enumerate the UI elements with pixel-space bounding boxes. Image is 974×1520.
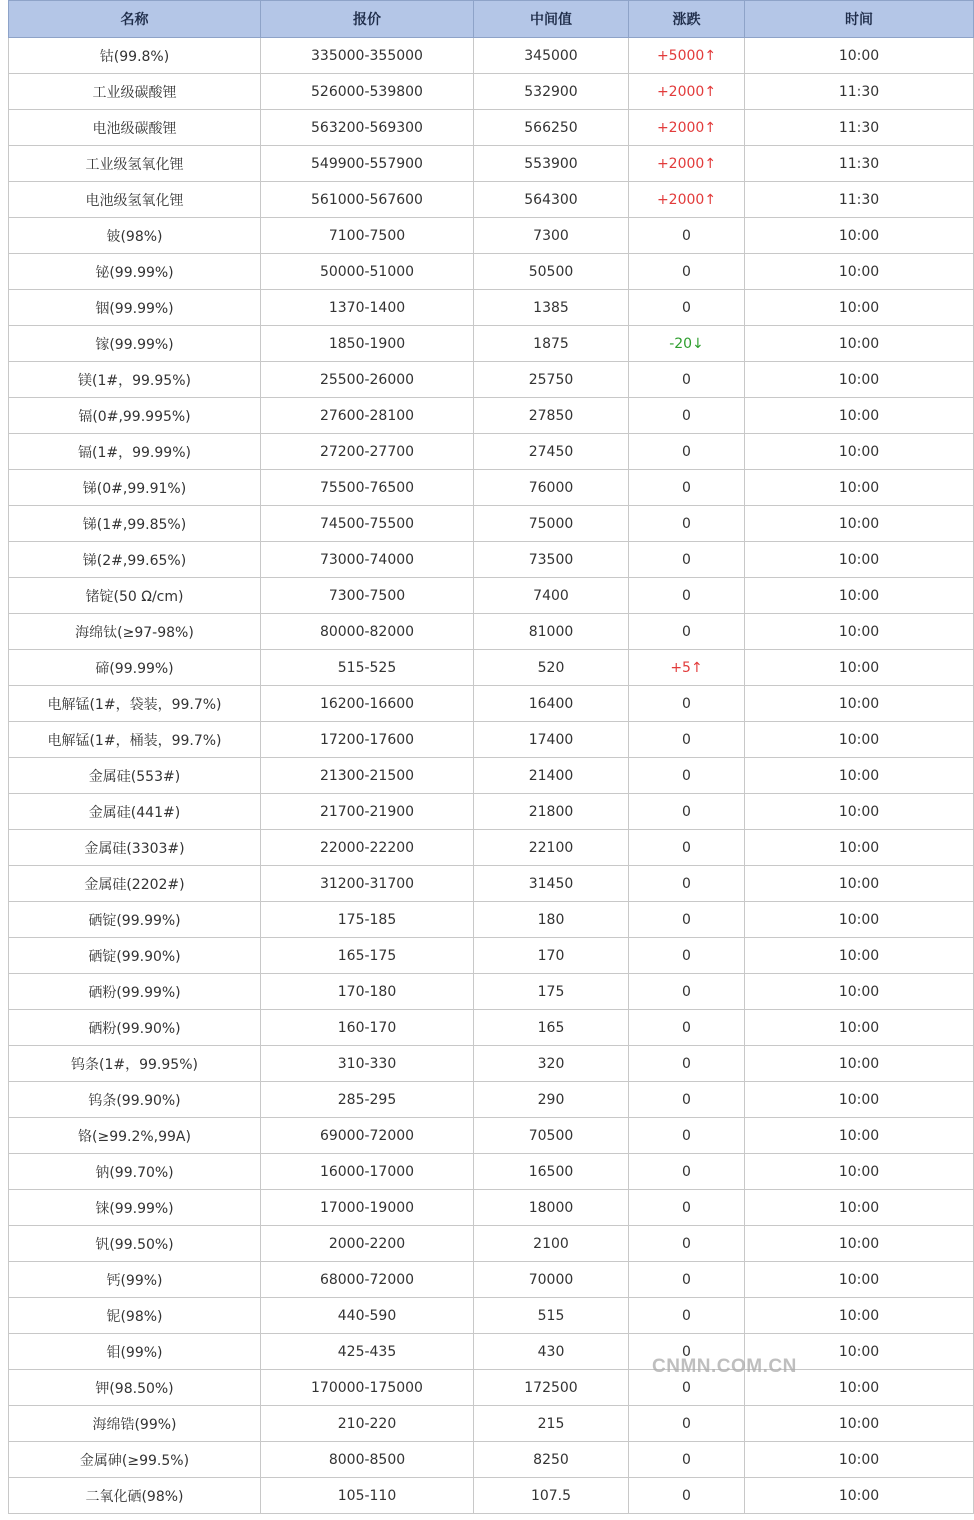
cell-price: 549900-557900 [261, 146, 474, 182]
header-row [9, 1, 974, 38]
cell-name: 铼(99.99%) [9, 1190, 261, 1226]
cell-change: 0 [629, 290, 745, 326]
cell-name: 铌(98%) [9, 1298, 261, 1334]
cell-mid: 70000 [474, 1262, 629, 1298]
cell-time: 10:00 [745, 686, 974, 722]
table-row [9, 542, 974, 578]
cell-change: 0 [629, 1262, 745, 1298]
cell-change: 0 [629, 542, 745, 578]
cell-mid: 172500 [474, 1370, 629, 1406]
cell-time: 10:00 [745, 650, 974, 686]
cell-name: 工业级氢氧化锂 [9, 146, 261, 182]
table-row [9, 794, 974, 830]
table-row [9, 830, 974, 866]
cell-name: 钠(99.70%) [9, 1154, 261, 1190]
cell-price: 31200-31700 [261, 866, 474, 902]
header-time: 时间 [745, 1, 974, 38]
cell-mid: 2100 [474, 1226, 629, 1262]
cell-time: 10:00 [745, 1334, 974, 1370]
cell-price: 1850-1900 [261, 326, 474, 362]
table-row [9, 614, 974, 650]
cell-change: 0 [629, 1118, 745, 1154]
cell-time: 10:00 [745, 254, 974, 290]
cell-time: 10:00 [745, 614, 974, 650]
cell-price: 285-295 [261, 1082, 474, 1118]
cell-time: 10:00 [745, 830, 974, 866]
cell-name: 镁(1#，99.95%) [9, 362, 261, 398]
cell-mid: 566250 [474, 110, 629, 146]
table-row [9, 470, 974, 506]
table-row [9, 326, 974, 362]
cell-mid: 165 [474, 1010, 629, 1046]
cell-mid: 7400 [474, 578, 629, 614]
cell-price: 440-590 [261, 1298, 474, 1334]
cell-mid: 16500 [474, 1154, 629, 1190]
cell-price: 17000-19000 [261, 1190, 474, 1226]
cell-change: 0 [629, 758, 745, 794]
cell-mid: 1385 [474, 290, 629, 326]
cell-change: +2000↑ [629, 74, 745, 110]
cell-time: 10:00 [745, 470, 974, 506]
table-row [9, 1082, 974, 1118]
cell-time: 10:00 [745, 1082, 974, 1118]
cell-change: 0 [629, 218, 745, 254]
cell-name: 钴(99.8%) [9, 38, 261, 74]
table-body [9, 38, 974, 1514]
cell-price: 21700-21900 [261, 794, 474, 830]
cell-time: 10:00 [745, 758, 974, 794]
cell-mid: 76000 [474, 470, 629, 506]
cell-change: 0 [629, 902, 745, 938]
table-row [9, 1046, 974, 1082]
table-row [9, 1298, 974, 1334]
table-row [9, 1010, 974, 1046]
cell-name: 工业级碳酸锂 [9, 74, 261, 110]
cell-price: 335000-355000 [261, 38, 474, 74]
cell-price: 50000-51000 [261, 254, 474, 290]
cell-time: 10:00 [745, 578, 974, 614]
cell-time: 10:00 [745, 1226, 974, 1262]
cell-change: 0 [629, 1046, 745, 1082]
cell-name: 镉(1#，99.99%) [9, 434, 261, 470]
cell-time: 11:30 [745, 182, 974, 218]
table-row [9, 182, 974, 218]
cell-change: 0 [629, 1082, 745, 1118]
cell-time: 10:00 [745, 794, 974, 830]
cell-name: 镉(0#,99.995%) [9, 398, 261, 434]
cell-price: 1370-1400 [261, 290, 474, 326]
cell-price: 160-170 [261, 1010, 474, 1046]
cell-name: 镓(99.99%) [9, 326, 261, 362]
cell-change: 0 [629, 974, 745, 1010]
cell-name: 铋(99.99%) [9, 254, 261, 290]
cell-change: 0 [629, 1442, 745, 1478]
cell-time: 10:00 [745, 434, 974, 470]
cell-change: 0 [629, 506, 745, 542]
cell-name: 碲(99.99%) [9, 650, 261, 686]
cell-change: 0 [629, 794, 745, 830]
cell-time: 10:00 [745, 326, 974, 362]
cell-name: 电解锰(1#，桶装，99.7%) [9, 722, 261, 758]
cell-change: 0 [629, 1154, 745, 1190]
cell-mid: 290 [474, 1082, 629, 1118]
cell-change: 0 [629, 1298, 745, 1334]
cell-price: 563200-569300 [261, 110, 474, 146]
cell-name: 钨条(1#，99.95%) [9, 1046, 261, 1082]
cell-change: 0 [629, 1190, 745, 1226]
cell-price: 310-330 [261, 1046, 474, 1082]
cell-mid: 21400 [474, 758, 629, 794]
cell-time: 11:30 [745, 146, 974, 182]
table-row [9, 434, 974, 470]
cell-time: 11:30 [745, 74, 974, 110]
table-row [9, 1442, 974, 1478]
cell-change: 0 [629, 362, 745, 398]
cell-mid: 70500 [474, 1118, 629, 1154]
table-row [9, 902, 974, 938]
cell-name: 硒粉(99.90%) [9, 1010, 261, 1046]
cell-name: 电池级氢氧化锂 [9, 182, 261, 218]
cell-price: 27600-28100 [261, 398, 474, 434]
cell-name: 铍(98%) [9, 218, 261, 254]
cell-price: 74500-75500 [261, 506, 474, 542]
table-header [9, 1, 974, 38]
cell-mid: 515 [474, 1298, 629, 1334]
cell-price: 68000-72000 [261, 1262, 474, 1298]
cell-mid: 345000 [474, 38, 629, 74]
cell-time: 10:00 [745, 974, 974, 1010]
cell-price: 25500-26000 [261, 362, 474, 398]
cell-time: 10:00 [745, 1298, 974, 1334]
cell-name: 钙(99%) [9, 1262, 261, 1298]
cell-price: 8000-8500 [261, 1442, 474, 1478]
cell-name: 金属砷(≥99.5%) [9, 1442, 261, 1478]
cell-mid: 320 [474, 1046, 629, 1082]
cell-change: 0 [629, 1370, 745, 1406]
cell-price: 27200-27700 [261, 434, 474, 470]
table-row [9, 758, 974, 794]
cell-price: 75500-76500 [261, 470, 474, 506]
cell-mid: 18000 [474, 1190, 629, 1226]
cell-name: 钼(99%) [9, 1334, 261, 1370]
cell-price: 17200-17600 [261, 722, 474, 758]
cell-name: 锗锭(50 Ω/cm) [9, 578, 261, 614]
cell-change: 0 [629, 1010, 745, 1046]
cell-mid: 16400 [474, 686, 629, 722]
header-change: 涨跌 [629, 1, 745, 38]
cell-change: 0 [629, 1406, 745, 1442]
cell-mid: 520 [474, 650, 629, 686]
cell-price: 7300-7500 [261, 578, 474, 614]
cell-name: 电解锰(1#，袋装，99.7%) [9, 686, 261, 722]
table-row [9, 38, 974, 74]
cell-price: 526000-539800 [261, 74, 474, 110]
price-table [8, 0, 974, 1514]
header-mid: 中间值 [474, 1, 629, 38]
table-row [9, 866, 974, 902]
cell-price: 165-175 [261, 938, 474, 974]
cell-mid: 553900 [474, 146, 629, 182]
cell-time: 10:00 [745, 1406, 974, 1442]
table-row [9, 1154, 974, 1190]
cell-mid: 8250 [474, 1442, 629, 1478]
table-row [9, 110, 974, 146]
cell-name: 硒锭(99.90%) [9, 938, 261, 974]
cell-name: 钾(98.50%) [9, 1370, 261, 1406]
cell-time: 10:00 [745, 290, 974, 326]
cell-change: 0 [629, 614, 745, 650]
cell-price: 425-435 [261, 1334, 474, 1370]
cell-price: 210-220 [261, 1406, 474, 1442]
cell-name: 锑(0#,99.91%) [9, 470, 261, 506]
table-row [9, 290, 974, 326]
cell-change: +5000↑ [629, 38, 745, 74]
cell-mid: 107.5 [474, 1478, 629, 1514]
table-row [9, 362, 974, 398]
cell-name: 铟(99.99%) [9, 290, 261, 326]
cell-change: 0 [629, 830, 745, 866]
table-row [9, 1406, 974, 1442]
header-price: 报价 [261, 1, 474, 38]
table-row [9, 398, 974, 434]
cell-name: 金属硅(3303#) [9, 830, 261, 866]
cell-mid: 25750 [474, 362, 629, 398]
cell-price: 16200-16600 [261, 686, 474, 722]
cell-time: 10:00 [745, 722, 974, 758]
cell-change: 0 [629, 470, 745, 506]
table-row [9, 218, 974, 254]
cell-time: 10:00 [745, 1478, 974, 1514]
cell-time: 10:00 [745, 1010, 974, 1046]
cell-name: 锑(1#,99.85%) [9, 506, 261, 542]
cell-change: 0 [629, 938, 745, 974]
cell-mid: 27850 [474, 398, 629, 434]
watermark: CNMN.COM.CN [652, 1356, 797, 1377]
cell-change: -20↓ [629, 326, 745, 362]
cell-mid: 170 [474, 938, 629, 974]
cell-change: 0 [629, 254, 745, 290]
cell-name: 硒锭(99.99%) [9, 902, 261, 938]
cell-price: 515-525 [261, 650, 474, 686]
cell-price: 21300-21500 [261, 758, 474, 794]
table-row [9, 722, 974, 758]
cell-change: 0 [629, 1226, 745, 1262]
cell-name: 金属硅(2202#) [9, 866, 261, 902]
cell-name: 二氧化硒(98%) [9, 1478, 261, 1514]
cell-name: 钨条(99.90%) [9, 1082, 261, 1118]
cell-price: 105-110 [261, 1478, 474, 1514]
cell-name: 海绵钛(≥97-98%) [9, 614, 261, 650]
table-row [9, 1370, 974, 1406]
cell-time: 10:00 [745, 506, 974, 542]
cell-time: 10:00 [745, 902, 974, 938]
cell-name: 海绵锆(99%) [9, 1406, 261, 1442]
cell-time: 10:00 [745, 866, 974, 902]
cell-name: 锑(2#,99.65%) [9, 542, 261, 578]
cell-mid: 17400 [474, 722, 629, 758]
cell-change: 0 [629, 434, 745, 470]
table-row [9, 146, 974, 182]
table-row [9, 650, 974, 686]
cell-change: +2000↑ [629, 182, 745, 218]
cell-mid: 27450 [474, 434, 629, 470]
cell-time: 10:00 [745, 1190, 974, 1226]
cell-price: 170000-175000 [261, 1370, 474, 1406]
cell-price: 80000-82000 [261, 614, 474, 650]
cell-change: +5↑ [629, 650, 745, 686]
cell-name: 钒(99.50%) [9, 1226, 261, 1262]
cell-time: 10:00 [745, 1370, 974, 1406]
cell-change: +2000↑ [629, 110, 745, 146]
cell-change: 0 [629, 398, 745, 434]
cell-time: 10:00 [745, 1262, 974, 1298]
table-row [9, 1118, 974, 1154]
cell-change: 0 [629, 578, 745, 614]
cell-name: 铬(≥99.2%,99A) [9, 1118, 261, 1154]
cell-time: 10:00 [745, 398, 974, 434]
cell-price: 7100-7500 [261, 218, 474, 254]
cell-change: 0 [629, 722, 745, 758]
cell-change: 0 [629, 1334, 745, 1370]
cell-mid: 180 [474, 902, 629, 938]
cell-price: 170-180 [261, 974, 474, 1010]
cell-mid: 75000 [474, 506, 629, 542]
cell-time: 10:00 [745, 1154, 974, 1190]
cell-mid: 81000 [474, 614, 629, 650]
table-row [9, 1478, 974, 1514]
table-row [9, 686, 974, 722]
cell-mid: 21800 [474, 794, 629, 830]
cell-change: 0 [629, 1478, 745, 1514]
table-row [9, 506, 974, 542]
cell-price: 69000-72000 [261, 1118, 474, 1154]
cell-name: 硒粉(99.99%) [9, 974, 261, 1010]
cell-time: 11:30 [745, 110, 974, 146]
table-row [9, 578, 974, 614]
cell-price: 175-185 [261, 902, 474, 938]
table-row [9, 1262, 974, 1298]
cell-price: 73000-74000 [261, 542, 474, 578]
table-row [9, 254, 974, 290]
cell-time: 10:00 [745, 362, 974, 398]
cell-price: 561000-567600 [261, 182, 474, 218]
cell-mid: 430 [474, 1334, 629, 1370]
cell-price: 16000-17000 [261, 1154, 474, 1190]
cell-mid: 1875 [474, 326, 629, 362]
table-row [9, 1226, 974, 1262]
cell-mid: 564300 [474, 182, 629, 218]
cell-change: 0 [629, 686, 745, 722]
cell-time: 10:00 [745, 1118, 974, 1154]
cell-time: 10:00 [745, 542, 974, 578]
cell-mid: 22100 [474, 830, 629, 866]
cell-change: +2000↑ [629, 146, 745, 182]
cell-name: 金属硅(553#) [9, 758, 261, 794]
header-name: 名称 [9, 1, 261, 38]
cell-time: 10:00 [745, 38, 974, 74]
cell-time: 10:00 [745, 218, 974, 254]
cell-mid: 215 [474, 1406, 629, 1442]
cell-change: 0 [629, 866, 745, 902]
cell-name: 电池级碳酸锂 [9, 110, 261, 146]
table-row [9, 974, 974, 1010]
table-row [9, 1190, 974, 1226]
cell-mid: 73500 [474, 542, 629, 578]
cell-mid: 175 [474, 974, 629, 1010]
cell-mid: 31450 [474, 866, 629, 902]
cell-time: 10:00 [745, 938, 974, 974]
cell-mid: 50500 [474, 254, 629, 290]
cell-time: 10:00 [745, 1046, 974, 1082]
cell-time: 10:00 [745, 1442, 974, 1478]
cell-name: 金属硅(441#) [9, 794, 261, 830]
cell-mid: 7300 [474, 218, 629, 254]
table-row [9, 938, 974, 974]
cell-price: 2000-2200 [261, 1226, 474, 1262]
table-row [9, 74, 974, 110]
cell-mid: 532900 [474, 74, 629, 110]
cell-price: 22000-22200 [261, 830, 474, 866]
table-row [9, 1334, 974, 1370]
